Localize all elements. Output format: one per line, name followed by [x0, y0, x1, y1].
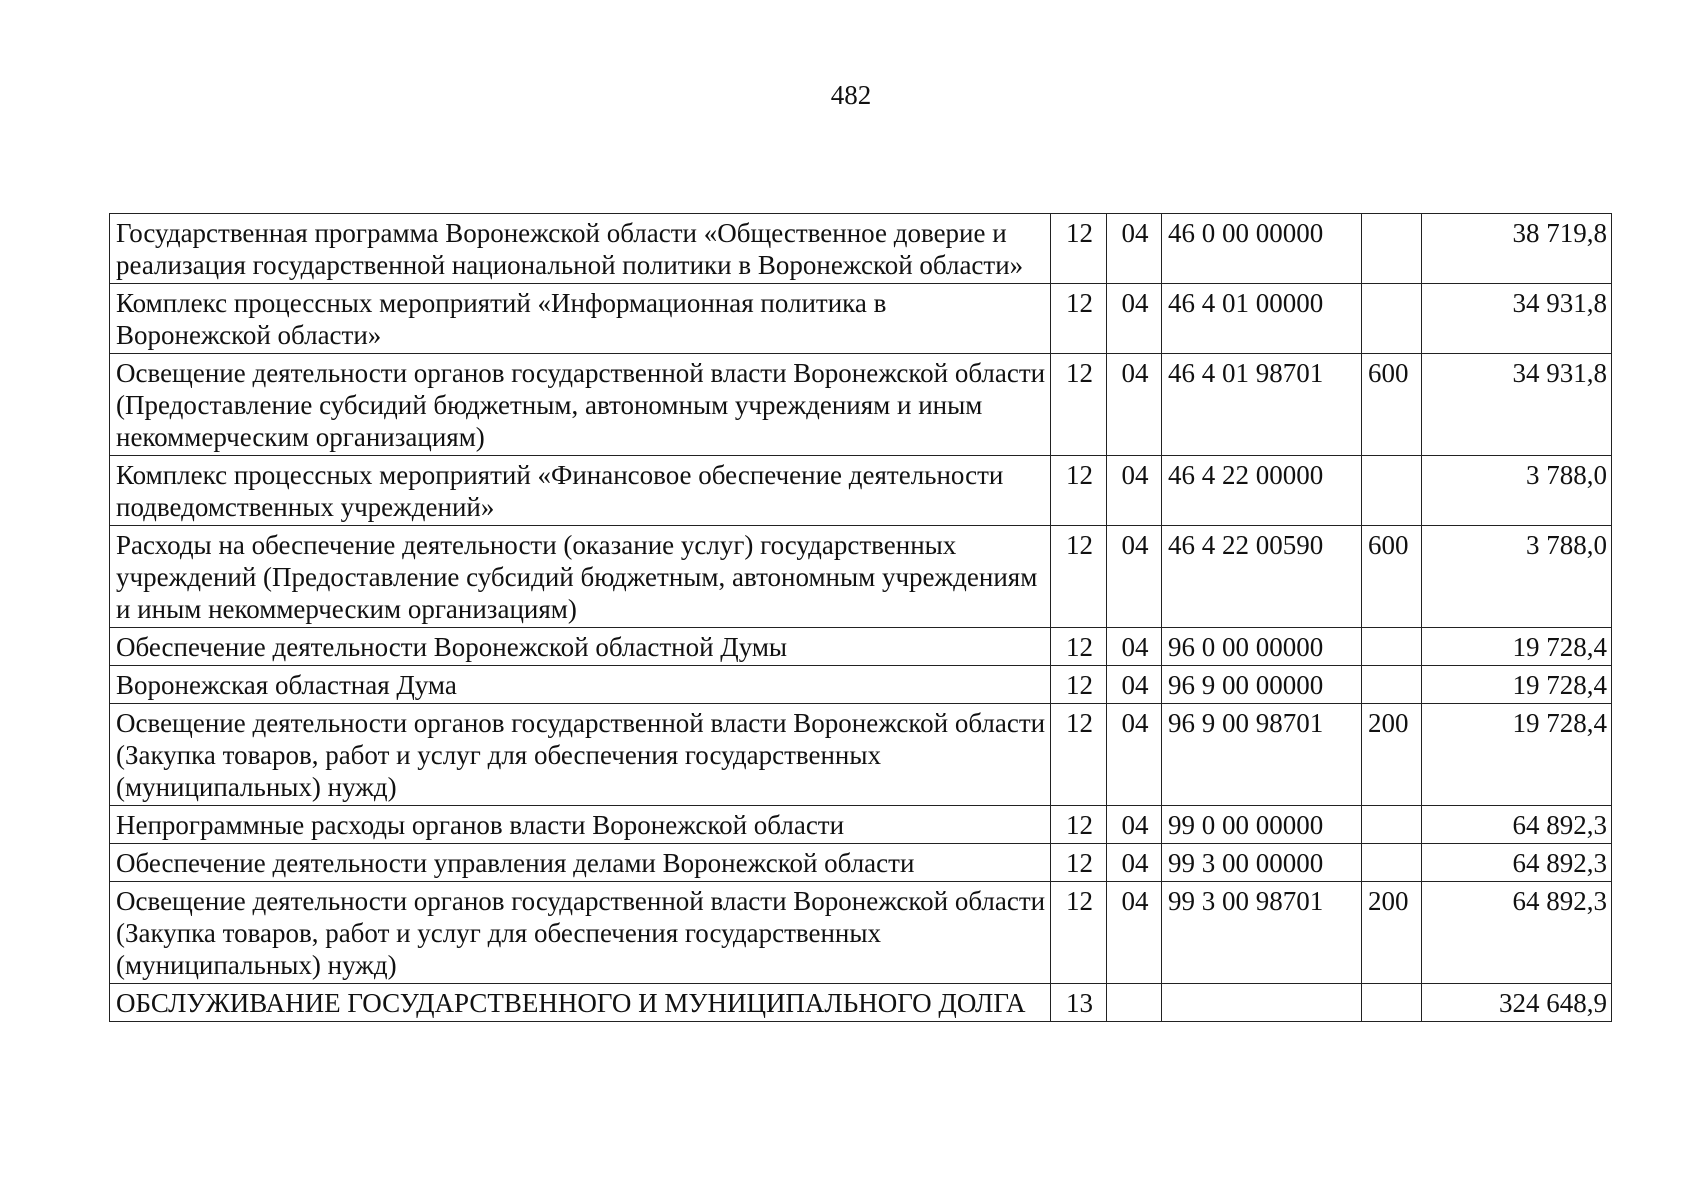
table-row	[110, 984, 1612, 1022]
amount-cell: 64 892,3	[1422, 806, 1612, 844]
table-row	[110, 628, 1612, 666]
subsection-code-cell: 04	[1107, 214, 1162, 284]
row-name-cell: Освещение деятельности органов государственной власти Воронежской области (Закупка товаров, работ и услуг для обеспечения государственных (муниципальных) нужд)	[110, 882, 1051, 984]
table-row	[110, 666, 1612, 704]
target-article-cell: 46 0 00 00000	[1162, 214, 1362, 284]
section-code-cell: 12	[1051, 526, 1107, 628]
table-row	[110, 284, 1612, 354]
table-row	[110, 882, 1612, 984]
row-name-cell: Непрограммные расходы органов власти Воронежской области	[110, 806, 1051, 844]
expense-type-cell	[1362, 666, 1422, 704]
subsection-code-cell: 04	[1107, 456, 1162, 526]
amount-cell: 64 892,3	[1422, 882, 1612, 984]
row-name-cell: Обеспечение деятельности Воронежской областной Думы	[110, 628, 1051, 666]
section-code-cell: 12	[1051, 704, 1107, 806]
row-name-cell: Расходы на обеспечение деятельности (оказание услуг) государственных учреждений (Предоставление субсидий бюджетным, автономным учреждениям и иным некоммерческим организациям)	[110, 526, 1051, 628]
subsection-code-cell	[1107, 984, 1162, 1022]
subsection-code-cell: 04	[1107, 806, 1162, 844]
table-row	[110, 214, 1612, 284]
amount-cell: 324 648,9	[1422, 984, 1612, 1022]
section-code-cell: 12	[1051, 354, 1107, 456]
budget-table	[109, 213, 1612, 1022]
target-article-cell: 96 9 00 00000	[1162, 666, 1362, 704]
expense-type-cell	[1362, 984, 1422, 1022]
target-article-cell	[1162, 984, 1362, 1022]
subsection-code-cell: 04	[1107, 666, 1162, 704]
section-code-cell: 12	[1051, 628, 1107, 666]
section-code-cell: 12	[1051, 882, 1107, 984]
table-row	[110, 354, 1612, 456]
subsection-code-cell: 04	[1107, 844, 1162, 882]
table-row	[110, 806, 1612, 844]
amount-cell: 3 788,0	[1422, 456, 1612, 526]
row-name-cell: Освещение деятельности органов государственной власти Воронежской области (Закупка товаров, работ и услуг для обеспечения государственных (муниципальных) нужд)	[110, 704, 1051, 806]
expense-type-cell: 200	[1362, 882, 1422, 984]
target-article-cell: 99 3 00 98701	[1162, 882, 1362, 984]
amount-cell: 34 931,8	[1422, 284, 1612, 354]
expense-type-cell: 600	[1362, 526, 1422, 628]
section-code-cell: 12	[1051, 284, 1107, 354]
section-code-cell: 12	[1051, 666, 1107, 704]
row-name-cell: ОБСЛУЖИВАНИЕ ГОСУДАРСТВЕННОГО И МУНИЦИПАЛЬНОГО ДОЛГА	[110, 984, 1051, 1022]
expense-type-cell	[1362, 806, 1422, 844]
subsection-code-cell: 04	[1107, 354, 1162, 456]
subsection-code-cell: 04	[1107, 704, 1162, 806]
amount-cell: 19 728,4	[1422, 628, 1612, 666]
amount-cell: 34 931,8	[1422, 354, 1612, 456]
section-code-cell: 12	[1051, 806, 1107, 844]
row-name-cell: Обеспечение деятельности управления делами Воронежской области	[110, 844, 1051, 882]
section-code-cell: 12	[1051, 456, 1107, 526]
amount-cell: 64 892,3	[1422, 844, 1612, 882]
target-article-cell: 46 4 01 98701	[1162, 354, 1362, 456]
amount-cell: 3 788,0	[1422, 526, 1612, 628]
expense-type-cell	[1362, 456, 1422, 526]
target-article-cell: 96 0 00 00000	[1162, 628, 1362, 666]
expense-type-cell	[1362, 844, 1422, 882]
table-row	[110, 704, 1612, 806]
row-name-cell: Освещение деятельности органов государственной власти Воронежской области (Предоставление субсидий бюджетным, автономным учреждениям и иным некоммерческим организациям)	[110, 354, 1051, 456]
table-row	[110, 526, 1612, 628]
expense-type-cell	[1362, 214, 1422, 284]
table-row	[110, 456, 1612, 526]
subsection-code-cell: 04	[1107, 284, 1162, 354]
target-article-cell: 46 4 22 00590	[1162, 526, 1362, 628]
section-code-cell: 13	[1051, 984, 1107, 1022]
target-article-cell: 46 4 22 00000	[1162, 456, 1362, 526]
table-row	[110, 844, 1612, 882]
target-article-cell: 46 4 01 00000	[1162, 284, 1362, 354]
expense-type-cell: 600	[1362, 354, 1422, 456]
target-article-cell: 99 3 00 00000	[1162, 844, 1362, 882]
subsection-code-cell: 04	[1107, 526, 1162, 628]
subsection-code-cell: 04	[1107, 628, 1162, 666]
budget-table-body	[110, 214, 1612, 1022]
expense-type-cell	[1362, 628, 1422, 666]
expense-type-cell: 200	[1362, 704, 1422, 806]
subsection-code-cell: 04	[1107, 882, 1162, 984]
row-name-cell: Государственная программа Воронежской области «Общественное доверие и реализация государственной национальной политики в Воронежской области»	[110, 214, 1051, 284]
amount-cell: 19 728,4	[1422, 704, 1612, 806]
target-article-cell: 96 9 00 98701	[1162, 704, 1362, 806]
page-number: 482	[830, 80, 872, 110]
expense-type-cell	[1362, 284, 1422, 354]
row-name-cell: Комплекс процессных мероприятий «Информационная политика в Воронежской области»	[110, 284, 1051, 354]
target-article-cell: 99 0 00 00000	[1162, 806, 1362, 844]
row-name-cell: Воронежская областная Дума	[110, 666, 1051, 704]
amount-cell: 38 719,8	[1422, 214, 1612, 284]
section-code-cell: 12	[1051, 844, 1107, 882]
row-name-cell: Комплекс процессных мероприятий «Финансовое обеспечение деятельности подведомственных учреждений»	[110, 456, 1051, 526]
amount-cell: 19 728,4	[1422, 666, 1612, 704]
section-code-cell: 12	[1051, 214, 1107, 284]
